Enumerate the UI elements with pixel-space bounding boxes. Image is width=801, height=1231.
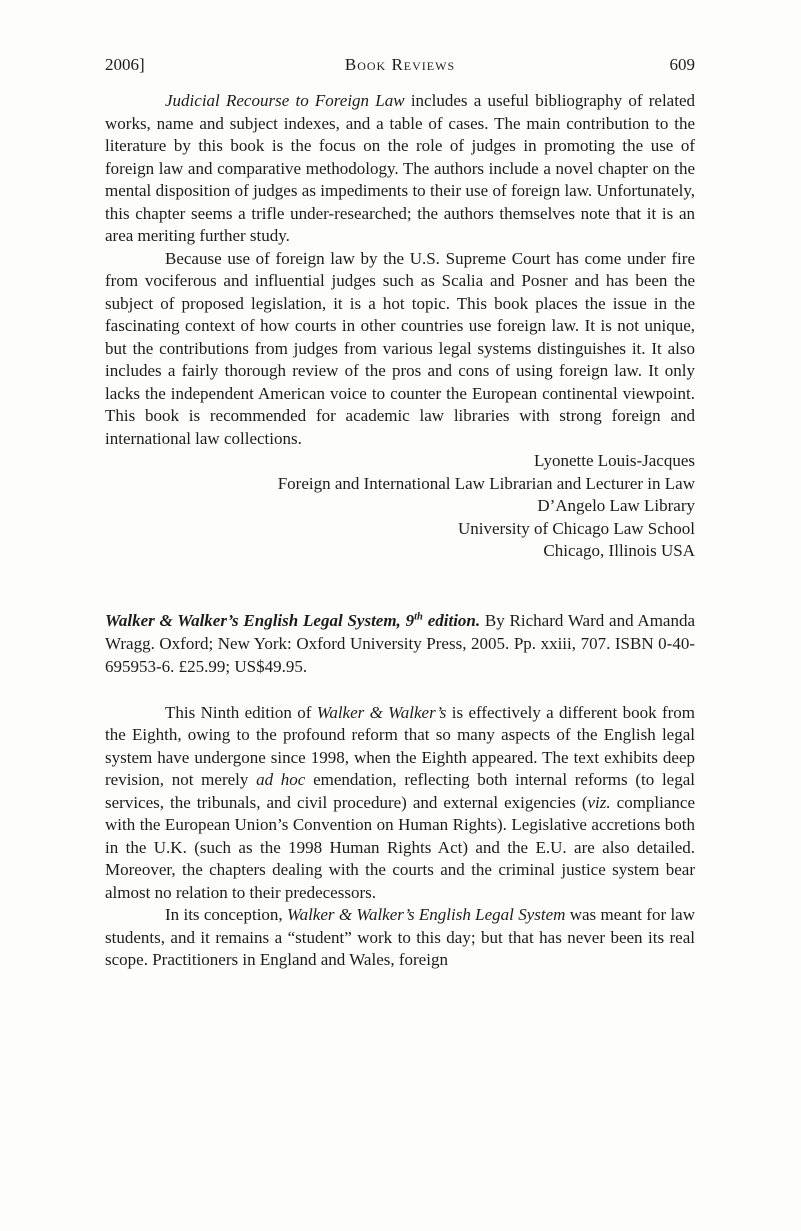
review1-paragraph-1 xyxy=(105,90,695,248)
review2-paragraph-2 xyxy=(105,904,695,972)
review2-paragraph-1 xyxy=(105,702,695,905)
review2-p2-title-italic: Walker & Walker’s English Legal System xyxy=(286,905,566,924)
review2-p2-text-2: was meant for law students, and it remains a “student” work to this day; but that has never been its real scope. Practitioners in England and Wales, foreign xyxy=(105,905,695,969)
signature-school: University of Chicago Law School xyxy=(457,518,695,538)
signature-location: Chicago, Illinois USA xyxy=(543,541,695,560)
review2-p1-text-1: This Ninth edition of xyxy=(165,702,317,722)
review2-p1-viz-italic: viz. xyxy=(587,792,611,812)
review2-book-title: Walker & Walker’s English Legal System, 9 xyxy=(105,610,415,630)
signature-role: Foreign and International Law Librarian and Lecturer in Law xyxy=(277,473,695,493)
review2-citation: By Richard Ward and Amanda Wragg. Oxford; New York: Oxford University Press, 2005. Pp. xxiii, 707. ISBN 0-40-695953-6. £25.99; US$49.95. xyxy=(105,610,696,676)
review1-paragraph-2: Because use of foreign law by the U.S. Supreme Court has come under fire from vociferous and influential judges such as Scalia and Posner and has been the subject of proposed legislation, it is a hot topic. This book places the issue in the fascinating context of how courts in other countries use foreign law. It is not unique, but the contributions from judges from various legal systems distinguishes it. It also includes a fairly thorough review of the pros and cons of using foreign law. It only lacks the independent American voice to counter the European continental viewpoint. This book is recommended for academic law libraries with strong foreign and international law collections. xyxy=(105,248,695,448)
signature-library: D’Angelo Law Library xyxy=(537,496,695,515)
review2-heading xyxy=(105,609,695,678)
header-year: 2006] xyxy=(105,55,145,74)
review2-p2-text-1: In its conception, xyxy=(165,905,287,924)
review2-p1-text-2: is effectively a different book from the Eighth, owing to the profound reform that so many aspects of the English legal system have undergone since 1998, when the Eighth appeared. The text exhibits deep revision, not merely xyxy=(105,702,696,789)
review2-p1-adhoc-italic: ad hoc xyxy=(256,770,306,789)
review2-p1-text-3: emendation, reflecting both internal reforms (to legal services, the tribunals, and civil procedure) and external exigencies ( xyxy=(105,770,695,812)
review1-book-title-italic: Judicial Recourse to Foreign Law xyxy=(165,91,405,110)
review2-p1-text-4: compliance with the European Union’s Convention on Human Rights). Legislative accretions both in the U.K. (such as the 1998 Human Rights Act) and the E.U. are also detailed. Moreover, the chapters dealing with the courts and the criminal justice system bear almost no relation to their predecessors. xyxy=(105,792,695,902)
review1-paragraph-1-text: includes a useful bibliography of related works, name and subject indexes, and a table of cases. The main contribution to the literature by this book is the focus on the role of judges in promoting the use of foreign law and comparative methodology. The authors include a novel chapter on the mental disposition of judges as impediments to their use of foreign law. Unfortunately, this chapter seems a trifle under-researched; the authors themselves note that it is an area meriting further study. xyxy=(105,91,695,245)
signature-name: Lyonette Louis-Jacques xyxy=(534,451,695,470)
header-running-title: Book Reviews xyxy=(344,55,456,74)
page-header xyxy=(105,54,695,76)
signature-block xyxy=(105,450,695,563)
header-page-number: 609 xyxy=(669,55,695,74)
review2-p1-title-italic: Walker & Walker’s xyxy=(316,702,447,722)
review2-book-title-end: edition. xyxy=(422,610,481,630)
edition-ordinal-superscript: th xyxy=(414,610,423,622)
